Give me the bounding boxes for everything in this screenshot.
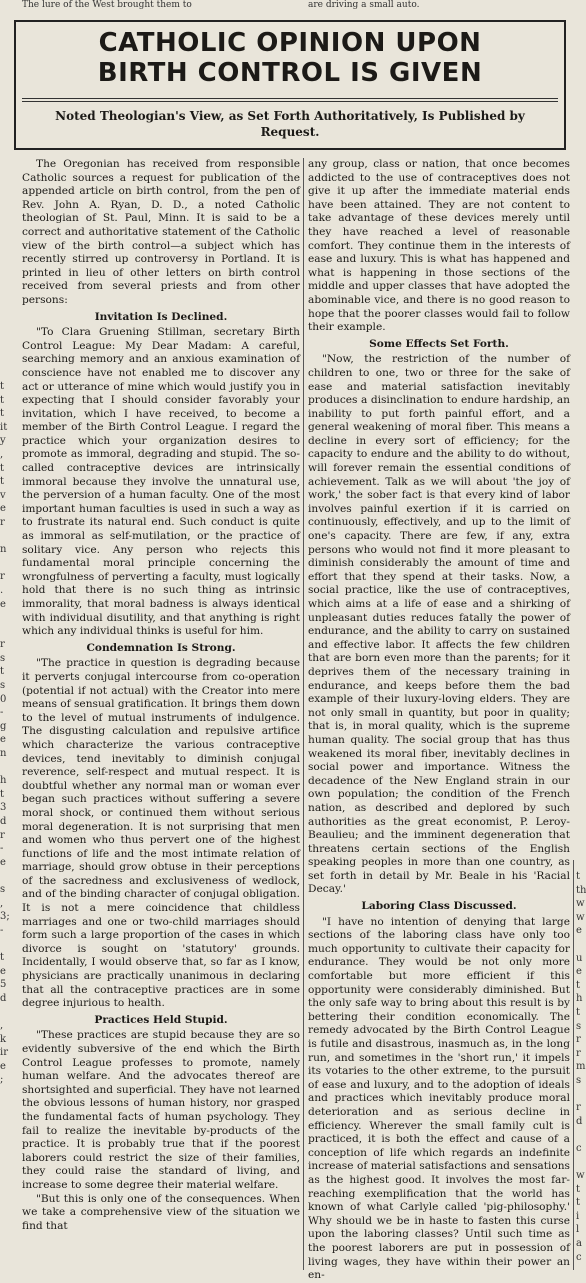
headline-rule-top — [22, 98, 558, 99]
right-margin-fragments: t th w w e u e t h t s r r m s r d c w t t i l a c — [576, 871, 586, 1263]
right-column-divider — [573, 860, 574, 1270]
subhead-condemnation: Condemnation Is Strong. — [86, 641, 236, 654]
subhead-stupid: Practices Held Stupid. — [94, 1013, 228, 1026]
top-clipped-text — [0, 0, 586, 20]
article-column-1 — [22, 158, 300, 1270]
subhead-effects: Some Effects Set Forth. — [369, 337, 509, 350]
article-column-2 — [308, 158, 570, 1282]
paragraph-stupid: "These practices are stupid because they are so evidently subversive of the end which the Birth Control League professes to promote, namely human welfare. And the advocates thereof are shortsighted and superficial. They have not learned the obvious lessons of human history, nor grasped the fundamental facts of human psychology. They fail to realize the inevitable by-products of the practice. It is probably true that if the poorest laborers could restrict the size of their families, they could raise the standard of living, and increase to some degree their material welfare. — [22, 1029, 300, 1191]
subhead-laboring: Laboring Class Discussed. — [361, 900, 517, 913]
intro-paragraph: The Oregonian has received from responsible Catholic sources a request for publication of the appended article on birth control, from the pen of Rev. John A. Ryan, D. D., a noted Catholic theologian of St. Paul, Minn. It is said to be a correct and authoritative statement of the Catholic view of the birth control—a subject which has recently stirred up controversy in Portland. It is printed in lieu of other letters on birth control received from several priests and from other persons: — [22, 158, 300, 306]
subhead-invitation: Invitation Is Declined. — [94, 310, 228, 323]
headline-line-1: CATHOLIC OPINION UPON — [98, 28, 482, 58]
headline — [16, 28, 564, 88]
headline-line-2: BIRTH CONTROL IS GIVEN — [97, 58, 483, 88]
paragraph-condemnation: "The practice in question is degrading because it perverts conjugal intercourse from co-operation (potential if not actual) with the Creator into mere means of sensual gratification. It brings them down to the level of mutual instruments of indulgence. The disgusting calculation and repulsive artifice which characterize the various contraceptive devices, tend inevitably to diminish conjugal reverence, self-respect and mutual respect. It is doubtful whether any normal man or woman ever began such practices without suffering a severe moral shock, or continued them without serious moral degeneration. It is not surprising that men and women who thus pervert one of the highest functions of life and the most intimate relation of marriage, should grow obtuse in their perceptions of the sacredness and exclusiveness of wedlock, and of the binding character of conjugal obligation. It is not a mere coincidence that childless marriages and one or two-child marriages should form such a large proportion of the cases in which divorce is sought on 'statutory' grounds. Incidentally, I would observe that, so far as I know, physicians are practically unanimous in declaring that all the contraceptive practices are in some degree injurious to health. — [22, 657, 300, 1010]
left-margin-fragments: t t t it y , t t v e r n r . e r s t s 0 - g e n h t 3 d r - e s , 3; - t e 5 d , k ir e ; — [0, 381, 10, 1086]
top-strip-right: are driving a small auto. — [308, 0, 420, 10]
top-strip-left: The lure of the West brought them to — [22, 0, 192, 10]
headline-rule-bottom — [22, 101, 558, 102]
paragraph-effects: "Now, the restriction of the number of children to one, two or three for the sake of ease and material satisfaction inevitably produces a disinclination to endure hardship, an inability to put forth painful effort, and a general weakening of moral fiber. This means a decline in every sort of efficiency; for the capacity to endure and the ability to do without, will forever remain the essential conditions of achievement. Talk as we will about 'the joy of work,' the sober fact is that every kind of labor involves painful exertion if it is carried on continuously, effectively, and up to the limit of one's capacity. There are few, if any, extra persons who would not find it more pleasant to diminish considerably the amount of time and effort that they spend at their tasks. Now, a social practice, like the use of contraceptives, which aims at a life of ease and a shirking of unpleasant duties reduces fatally the power of endurance, and the ability to carry on sustained and effective labor. It affects the few children that are born even more than the parents; for it deprives them of the necessary training in endurance, and keeps before them the bad example of their luxury-loving elders. They are not only small in quantity, but poor in quality; that is, in moral quality, which is the supreme human quality. The social group that has thus weakened its moral fiber, inevitably declines in social power and importance. Witness the decadence of the New England strain in our own population; the condition of the French nation, as described and deplored by such authorities as the great economist, P. Leroy-Beaulieu; and the imminent degeneration that threatens certain sections of the English speaking peoples in more than one country, as set forth in detail by Mr. Beale in his 'Racial Decay.' — [308, 353, 570, 896]
column-divider — [303, 158, 304, 1270]
deck-subheadline: Noted Theologian's View, as Set Forth Authoritatively, Is Published by Request. — [55, 109, 525, 139]
paragraph-invitation: "To Clara Gruening Stillman, secretary Birth Control League: My Dear Madam: A careful, searching memory and an anxious examination of conscience have not enabled me to discover any act or utterance of mine which would justify you in expecting that I should consider favorably your invitation, which I have received, to become a member of the Birth Control League. I regard the practice which your organization desires to promote as immoral, degrading and stupid. The so-called contraceptive devices are intrinsically immoral because they involve the unnatural use, the perversion of a human faculty. One of the most important human faculties is used in such a way as to frustrate its natural end. Such conduct is quite as immoral as self-mutilation, or the practice of solitary vice. Any person who rejects this fundamental moral principle concerning the wrongfulness of perverting a faculty, must logically hold that there is no such thing as intrinsic immorality, that moral badness is always identical with individual disutility, and that anything is right which any individual thinks is useful for him. — [22, 326, 300, 638]
headline-box — [14, 20, 566, 150]
paragraph-laboring: "I have no intention of denying that large sections of the laboring class have only too much opportunity to cultivate their capacity for endurance. They would be not only more comfortable but more efficient if this opportunity were considerably diminished. But the only safe way to bring about this result is by bettering their condition economically. The remedy advocated by the Birth Control League is futile and disastrous, inasmuch as, in the long run, and sometimes in the 'short run,' it impels its votaries to the other extreme, to the pursuit of ease and luxury, and to the adoption of ideals and practices which inevitably produce moral deterioration and as serious decline in efficiency. Wherever the small family cult is practiced, it is both the effect and cause of a conception of life which regards an indefinite increase of material satisfactions and sensations as the highest good. It involves the most far-reaching exemplification that the world has known of what Carlyle called 'pig-philosophy.' Why should we be in haste to fasten this curse upon the laboring classes? Until such time as the poorest laborers are put in possession of living wages, they have within their power an en- — [308, 915, 570, 1282]
paragraph-consequences: "But this is only one of the consequences. When we take a comprehensive view of the situation we find that — [22, 1192, 300, 1232]
paragraph-continuation: any group, class or nation, that once becomes addicted to the use of contraceptives does not give it up after the immediate material ends have been attained. They are not content to take advantage of these devices merely until they have reached a level of reasonable comfort. They continue them in the interests of ease and luxury. This is what has happened and what is happening in those sections of the middle and upper classes that have adopted the abominable vice, and there is no good reason to hope that the poorer classes would fail to follow their example. — [308, 158, 570, 334]
